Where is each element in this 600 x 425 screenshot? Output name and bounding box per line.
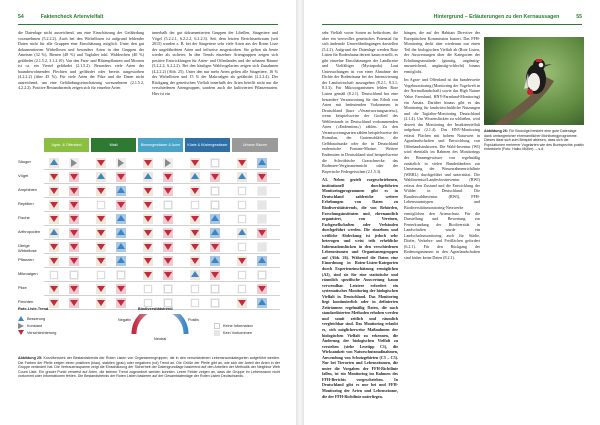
arrow-down-icon [162, 269, 174, 281]
legend-label-constant: Konstant [27, 324, 42, 328]
habitat-header-binnen: Binnengewässer & Auen [138, 138, 183, 152]
arrow-down-icon [162, 255, 174, 267]
arrow-down-icon [95, 241, 107, 253]
species-group-label: Säuger [18, 159, 31, 164]
left-page-number: 54 [18, 14, 24, 20]
legend-title-biodiv: Biodiversitätstrend [138, 307, 173, 311]
legend-label-worsening: Verschlechterung [27, 331, 57, 335]
arrow-down-icon [95, 157, 107, 169]
legend-label-neutral: Neutral [154, 337, 167, 341]
right-running-title: Hintergrund – Erläuterungen zu den Kernaussagen [433, 14, 560, 20]
left-running-title: Faktencheck Artenvielfalt [40, 14, 104, 20]
empty-square-icon [236, 185, 248, 197]
species-group-label: Mikroalgen [18, 271, 38, 276]
legend-item-no-info [214, 323, 253, 329]
arrow-right-icon [115, 157, 127, 169]
grey-square-icon [256, 213, 268, 225]
empty-square-icon [189, 283, 201, 295]
habitat-header-wald: Wald [91, 138, 136, 152]
right-col1-paragraph-2: A3. Neben gezielt vorgeschriebenen, institutionell durchgeführten Monitoringprogrammen gibt es in Deutschland zahlreiche weitere Erhebungen von Daten zu Biodiversitätstrends, die von Behörden, Forschungsinstituten und, ehrenamtlich organisiert, von Vereinen, Fachgesellschaften oder Verbänden durchgeführt werden. Die einzelnen und weitliche Abdeckung ist jedoch sehr heterogen und weist teils erhebliche Informationslücken in den verschiedenen Lebensräumen und Organismengruppen auf (Abb. 26). Während die Daten eine Einordnung in Roten-Listen-Kategorien durch Experteneinschätzung ermöglichen (A2), sind sie für eine statistische und räumlich spezifische Auswertung kaum verwendbar. Letztere erfordert ein systematisches Monitoring der biologischen Vielfalt in Deutschland. Das Monitoring liegt kontinuierlich oder in definierten Zeiträumen regelmäßig Daten, die nach standardisierten Methoden erhoben werden und somit zeitlich und räumlich vergleichbar sind. Das Monitoring erlaubt es, sich möglicherweise Maßnahmen der biologischen Vielfalt zu erkennen, die Änderung der biologischen Vielfalt zu verstehen (siehe Lesetipp C1), die Wirksamkeit von Naturschutzmaßnahmen, Anwendung von Schutzgebieten (C3 – C5). Nur bei Tierarten und Lebensräumen, die unter die Vorgaben der FFH-Richtlinie fallen, ist ein Monitoring im Rahmen des FFH-Berichts vorgeschrieben. In Deutschland gibt es nur bei und FFH-Monitoring der Arten und Lebensräume, die der FFH-Richtlinie unterliegen. [322, 177, 398, 399]
legend-label-improvement: Besserung [27, 317, 46, 321]
figure-26-caption-text: Für Brutvögel besteht eine gute Datenlage dank umfangreicher ehrenamtlicher Monitoringprogramme. Dieses lässt sich zum Beispiel ablesen, dass sich die Populationen mehrerer Vogelarten wie des Buntspechts positiv entwickeln (Foto: Haiko Müller). – s.d. [484, 129, 584, 151]
arrow-down-icon [95, 283, 107, 295]
empty-square-icon [162, 283, 174, 295]
habitat-header-agrar: Agrar- & Offenland [44, 138, 89, 152]
arrow-down-icon [189, 227, 201, 239]
arrow-down-icon [209, 241, 221, 253]
arrow-down-icon [189, 185, 201, 197]
arrow-down-icon [48, 199, 60, 211]
right-text-column-1 [322, 30, 398, 414]
arrow-down-icon [48, 255, 60, 267]
right-header-rule [322, 24, 582, 25]
woodpecker-photo [484, 37, 584, 125]
legend-item-worsening [18, 330, 56, 336]
empty-square-icon [162, 199, 174, 211]
arrow-down-icon [68, 227, 80, 239]
left-text-column-1 [18, 30, 144, 134]
left-header-rule [18, 24, 278, 25]
species-group-label: Amphibien [18, 187, 37, 192]
empty-square-icon [209, 283, 221, 295]
arrow-down-icon [142, 227, 154, 239]
species-group-label: Arthropoden [18, 229, 41, 234]
empty-square-icon [142, 283, 154, 295]
empty-square-icon [68, 269, 80, 281]
arrow-up-icon [48, 227, 60, 239]
habitat-header-urban: Urbane Räume [232, 138, 278, 152]
arrow-up-icon [115, 241, 127, 253]
arrow-down-icon [115, 283, 127, 295]
legend-label-negative: Negativ [118, 318, 131, 322]
arrow-down-icon [142, 185, 154, 197]
right-page [304, 0, 600, 425]
figure-25-caption [18, 356, 280, 379]
arrow-down-icon [189, 213, 201, 225]
arrow-down-icon [68, 171, 80, 183]
habitat-header-kueste: Küste & Küstengewässer [185, 138, 230, 152]
arrow-down-icon [68, 199, 80, 211]
figure-26-caption [484, 129, 584, 152]
arrow-down-icon [256, 227, 268, 239]
arrow-down-icon [142, 199, 154, 211]
arrow-down-icon [189, 157, 201, 169]
empty-square-icon [236, 213, 248, 225]
legend-label-no-info: Keine Information [223, 324, 253, 328]
arrow-down-icon [142, 269, 154, 281]
right-page-number: 55 [576, 14, 582, 20]
arrow-up-icon [209, 255, 221, 267]
grey-square-icon [214, 330, 220, 336]
arrow-down-icon [189, 255, 201, 267]
grey-square-icon [256, 199, 268, 211]
arrow-down-icon [95, 255, 107, 267]
arrow-down-icon [68, 241, 80, 253]
species-group-label: Vögel [18, 173, 29, 178]
arrow-down-icon [68, 213, 80, 225]
grey-square-icon [256, 185, 268, 197]
arrow-down-icon [48, 171, 60, 183]
figure-25-caption-text: Kurzübersicht der Bestandstrends der Roten Listen von Organismengruppen, die in den verschiedenen Lebensraumkategorien aufgeführt werden. Die Farben der Pfeile zeigen einen positiven (blau), stabilen (grau) oder negativen (rot) Trend an. Die Größe der Pfeile gibt an, wie sich der Anteil der Arten in der Gruppe verändert hat. Die Vertrauensspanne zeigt die Einschätzung der Sicherheit der Datengrundlage basierend auf den Arbeiten der Methodik der Neighbor Web Count Liste. Ein grauer Punkt verweist auf Arten, die keinem Trend zugeordnet werden konnten. Leere Felder zeigen an, dass die Gruppe im Lebensraum nicht vorkommt oder Informationen fehlen. Die Bestandstrends der Roten Listen basieren auf der Gesamtdatenlage der Roten Listen Deutschlands. [18, 356, 280, 379]
right-col2-paragraph-2: Im Agrar- und Offenland ist das bundesweite Vogelmonitoring (Monitoring der Vogelwelt in der Normallandschaft) sowie das High Nature Value Farmland, HNV-Farmland-Monitoring) ein Ansatz. Darüber hinaus gibt es das Monitoring für landwirtschaftliche Nutzungen und die Tagfalter-Monitoring Deutschland (2.1.4). Um Wissenslücken zu schließen, wird derzeit das Monitoring der Insektenvielfalt aufgebaut (2.1.4). Das HNV-Monitoring erfasst Flächen mit hohem Naturwert in Agrarlandschaften und Entwicklung von Offenlandstrukturen. Die Wald-Inventur (WI) wird ebenfalls im Rahmen des Monitorings der Binnengewässer von regelmäßig zusätzlich in vielen Bundesländern zur Umsetzung der Wasserrahmenrichtlinie (WRRL) durchgeführt und unterstützt. Die Waldinventur/Landesforstinventur (BWI) erfasst den Zustand und die Entwicklung der Wälder in Deutschland. Die Bundeswaldinventur (BWI), FFH-Lebensraumtypen und Biodiversitätsmonitoring-Netzwerke ermöglichen den Artenschutz. Für die Darstellung und Bewertung zur Fernerkundung der Biodiversität in Landschaften wurde ein Landschaftsmonitoring auch für Städte, Dörfer, Verkehrs- und Freiflächen gefordert (6.2.1). Für den Rückgang der Bodenorganismen in den Agrarlandschaften sind bisher keine Daten (8.2.1). [404, 77, 480, 260]
arrow-down-icon [162, 185, 174, 197]
arrow-down-icon [95, 185, 107, 197]
right-col2-paragraph-1: hängen, die auf der Habitats Directive der Europäischen Kommission basiert. Das FFH-Monitoring deckt aber wiederum nur einen Teil der biologischen Vielfalt ab (Rote Listen, der Auswertungen über die Kategorien der Erhaltungszustände (günstig, ungünstig-unzureichend, ungünstig-schlecht) hinaus ermöglicht. [404, 30, 480, 74]
arrow-up-icon [209, 227, 221, 239]
arrow-up-icon [142, 171, 154, 183]
empty-square-icon [236, 283, 248, 295]
arrow-down-icon [162, 227, 174, 239]
empty-square-icon [209, 185, 221, 197]
legend-label-no-occurrence: Kein Vorkommen [223, 331, 252, 335]
legend-item-improvement [18, 316, 45, 322]
left-col1-paragraph: die Datenlage nicht ausreichend, um eine Einschätzung der Gefährdung vorzunehmen (5.2.2.2). Auch bei den Wirbellosen ist aufgrund fehlender Daten nicht für alle Gruppen eine Einschätzung möglich. Unter den gut dokumentierten Wirbellosen und besonders Arten in den Gruppen der Ameisen (32 %), Bienen (48 %) und Tagfalter inkl. Widderchen (40 %) gefährdet (2.1.5.2, 3.1.2.10). Von den Farn- und Blütenpflanzen und Moosen ist ca. ein Viertel gefährdet (2.1.5.2). Besonders viele Arten der baumbewohnenden Flechten und gefährdet oder bereits ausgestorben (4.2.2.2) (über 45 %). Für viele Arten der Pilze und die Daten nicht ausreichend, um eine Gefährdungseinschätzung vorzunehmen (2.1.5.2, 4.2.2.2). Positive Bestandstrends zeigen sich für einzelne Arten [18, 30, 144, 91]
arrow-up-icon [189, 171, 201, 183]
arrow-down-icon [142, 157, 154, 169]
arrow-up-icon [256, 255, 268, 267]
arrow-up-icon [115, 227, 127, 239]
empty-square-icon [115, 269, 127, 281]
arrow-down-icon [162, 171, 174, 183]
grey-square-icon [256, 241, 268, 253]
left-running-header [18, 11, 278, 23]
arrow-down-icon [68, 283, 80, 295]
empty-square-icon [189, 199, 201, 211]
left-page [0, 0, 296, 425]
legend-label-positive: Positiv [188, 318, 200, 322]
arrow-up-icon [236, 227, 248, 239]
arrow-up-icon [209, 213, 221, 225]
empty-square-icon [236, 269, 248, 281]
arrow-down-icon [48, 213, 60, 225]
left-text-column-2 [152, 30, 278, 134]
trend-matrix [18, 138, 280, 310]
arrow-down-icon [115, 199, 127, 211]
right-text-column-2 [404, 30, 480, 414]
arrow-down-icon [162, 241, 174, 253]
arrow-up-icon [18, 316, 24, 322]
arrow-down-icon [68, 185, 80, 197]
arrow-down-icon [236, 157, 248, 169]
species-group-label: Flechten [18, 299, 34, 304]
arrow-down-icon [18, 330, 24, 336]
arrow-down-icon [209, 171, 221, 183]
arrow-down-icon [95, 213, 107, 225]
arrow-down-icon [256, 283, 268, 295]
empty-square-icon [236, 199, 248, 211]
arrow-down-icon [48, 241, 60, 253]
legend-item-no-occurrence [214, 330, 252, 336]
arrow-up-icon [115, 185, 127, 197]
empty-square-icon [236, 241, 248, 253]
arrow-up-icon [236, 171, 248, 183]
arrow-down-icon [142, 255, 154, 267]
arrow-down-icon [142, 213, 154, 225]
arrow-down-icon [95, 227, 107, 239]
arrow-down-icon [68, 255, 80, 267]
arrow-right-icon [162, 157, 174, 169]
arrow-down-icon [115, 171, 127, 183]
arrow-right-icon [18, 323, 24, 329]
legend-title-redlist: Rote-Liste-Trend [18, 307, 49, 311]
arrow-up-icon [189, 269, 201, 281]
arrow-up-icon [115, 255, 127, 267]
empty-square-icon [95, 199, 107, 211]
arrow-up-icon [115, 213, 127, 225]
matrix-legend [18, 306, 280, 356]
figure-26-caption-label: Abbildung 26: [484, 129, 508, 133]
species-group-label: Pilze [18, 285, 27, 290]
empty-square-icon [95, 269, 107, 281]
arrow-down-icon [256, 171, 268, 183]
species-group-label: Übrige Wirbellose [18, 243, 37, 253]
arrow-down-icon [142, 241, 154, 253]
arrow-up-icon [95, 171, 107, 183]
arrow-up-icon [256, 157, 268, 169]
figure-25-caption-label: Abbildung 25: [18, 356, 43, 360]
right-col1-paragraph-1: sehr Vielfalt vorter Sorten zu befürchten, die aber ein wertvolles genetisches Potenzial für sich ändernde Umweltbedingungen darstellen (5.2.2). Aufgrund der Datenlage werden Rote Listen für Bodenfauna derzeit kaum erstellt, es gibt einzelne Einschätzungen der Landkreise und Vielfältiger (Myriapoda). Laut Untersuchungen ist von einer Abnahme der Dichte der Bodenfauna bei der Intensivierung der Landwirtschaft auszugehen (8.2.1, 8.3.1, 8.3.3). Für Mikroorganismen fehlen Rote Listen gemäß (8.2.1). Deutschland hat eine besondere Verantwortung für den Erhalt von Arten mit bedeutenden Vorkommen in Deutschland (kurz »Verantwortungsarten«), wenn beispielsweise der Großteil des Weltbestands in Deutschland vorkommenden Arten (»Endemiten«) zählen. Zu den Verantwortungsarten zählen beispielsweise der Rotmilan, der Gartenschläfer, die Gelbbauchunke oder die in Deutschland endemische Fontane-Marine. Weitere Endemiten in Deutschland sind beispielsweise die Schwäbische Grasschnecke, das Bodensee-Vergissmeinnicht oder der Bayerische Federgeistchen (2.1.5.3). [322, 30, 398, 174]
right-running-header [322, 11, 582, 23]
arrow-down-icon [48, 283, 60, 295]
legend-item-constant [18, 323, 42, 329]
left-col2-paragraph: innerhalb der gut dokumentierten Gruppen der Libellen, Säugetiere und Vögel (5.2.2.1, 6.2.2.2, 6.2.2.3). Seit dem letzten Berichtszeitraum (seit 2015) wurden z. B. bei der Säugetiere sehr viele Arten aus der Roten Liste der ungefährdeten Arten und teilweise ausgestorben. Sie gelten als heute wieder als sicherer. In den Trends einzelner Artengruppen zeigen sich positive Entwicklungen für Arten- und Offenlandes und der urbanen Räume (5.2.2.2, 6.2.2.2). Bei den häufigen Waldvogelarten zeigen sich Zunahmen (4.2.2.2) (Abb. 25). Unter den nur mehr Arten gelten alle Säugetiere, 16 % der Wirbellosen und 15 % der Makroalgen als gefährdet (2.2.2.4). Der Rückgang der genetischen Vielfalt innerhalb der Arten betrifft nicht nur die verschiedenen Artengruppen, sondern auch die kultivierten Pflanzenarten. Hier ist ein [152, 30, 278, 97]
arrow-up-icon [48, 157, 60, 169]
arrow-down-icon [209, 269, 221, 281]
empty-square-icon [214, 323, 220, 329]
arrow-down-icon [189, 241, 201, 253]
arrow-right-icon [68, 157, 80, 169]
species-group-label: Reptilien [18, 201, 34, 206]
empty-square-icon [209, 199, 221, 211]
arrow-down-icon [48, 185, 60, 197]
empty-square-icon [209, 157, 221, 169]
empty-square-icon [256, 269, 268, 281]
book-gutter [296, 0, 304, 425]
arrow-down-icon [236, 255, 248, 267]
empty-square-icon [48, 269, 60, 281]
species-group-label: Fische [18, 215, 30, 220]
arrow-down-icon [162, 213, 174, 225]
species-group-label: Pflanzen [18, 257, 34, 262]
